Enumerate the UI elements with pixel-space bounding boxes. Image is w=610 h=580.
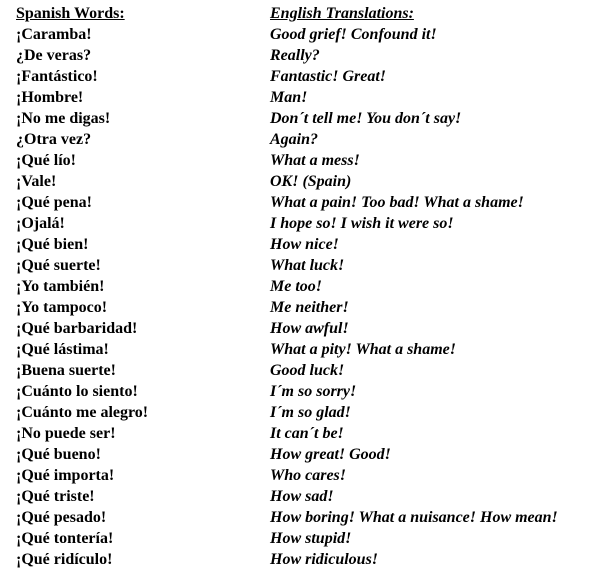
spanish-phrase: ¡Yo tampoco! (16, 299, 108, 316)
english-translation: OK! (Spain) (270, 173, 352, 190)
spanish-phrase: ¡Qué importa! (16, 467, 115, 484)
spanish-phrase: ¡Fantástico! (16, 68, 98, 85)
spanish-phrase: ¡Vale! (16, 173, 57, 190)
english-translation: What a pain! Too bad! What a shame! (270, 194, 524, 211)
phrase-row (16, 360, 606, 381)
spanish-phrase: ¡Buena suerte! (16, 362, 116, 379)
english-translation: How sad! (270, 488, 334, 505)
english-translation: I hope so! I wish it were so! (270, 215, 454, 232)
spanish-phrase: ¡Yo también! (16, 278, 105, 295)
english-translation: Again? (270, 131, 319, 148)
phrase-row (16, 444, 606, 465)
english-translation: Man! (270, 89, 308, 106)
spanish-phrase: ¡Qué tontería! (16, 530, 114, 547)
spanish-phrase: ¡Caramba! (16, 26, 92, 43)
phrase-row (16, 486, 606, 507)
english-translation: How stupid! (270, 530, 352, 547)
spanish-phrase: ¿De veras? (16, 47, 92, 64)
spanish-phrase: ¡Qué triste! (16, 488, 95, 505)
phrase-row (16, 255, 606, 276)
spanish-header: Spanish Words: (16, 5, 125, 22)
english-translation: Good luck! (270, 362, 345, 379)
spanish-phrase: ¡Qué bueno! (16, 446, 101, 463)
english-translation: Good grief! Confound it! (270, 26, 437, 43)
english-translation: What luck! (270, 257, 345, 274)
phrase-row (16, 318, 606, 339)
phrase-row (16, 150, 606, 171)
spanish-phrase: ¡Qué ridículo! (16, 551, 113, 568)
english-translation: What a pity! What a shame! (270, 341, 456, 358)
phrase-row (16, 339, 606, 360)
phrase-row (16, 528, 606, 549)
spanish-phrase: ¡Qué suerte! (16, 257, 101, 274)
phrase-table (16, 3, 606, 570)
phrase-row (16, 381, 606, 402)
phrase-row (16, 129, 606, 150)
phrase-row (16, 171, 606, 192)
phrase-row (16, 507, 606, 528)
spanish-phrase: ¡Qué lío! (16, 152, 76, 169)
english-translation: Don´t tell me! You don´t say! (270, 110, 462, 127)
phrase-row (16, 402, 606, 423)
english-translation: How boring! What a nuisance! How mean! (270, 509, 558, 526)
phrase-row (16, 465, 606, 486)
english-translation: How nice! (270, 236, 339, 253)
phrase-row (16, 24, 606, 45)
phrase-rows (16, 24, 606, 570)
english-header: English Translations: (270, 5, 414, 22)
english-translation: How great! Good! (270, 446, 391, 463)
english-translation: It can´t be! (270, 425, 344, 442)
phrase-row (16, 66, 606, 87)
spanish-phrase: ¿Otra vez? (16, 131, 92, 148)
spanish-phrase: ¡Cuánto lo siento! (16, 383, 138, 400)
spanish-phrase: ¡Cuánto me alegro! (16, 404, 149, 421)
english-translation: What a mess! (270, 152, 360, 169)
phrase-row (16, 549, 606, 570)
english-translation: I´m so glad! (270, 404, 351, 421)
english-translation: How awful! (270, 320, 349, 337)
english-translation: Me too! (270, 278, 322, 295)
phrase-row (16, 108, 606, 129)
phrase-row (16, 276, 606, 297)
spanish-phrase: ¡Ojalá! (16, 215, 65, 232)
phrase-row (16, 297, 606, 318)
spanish-phrase: ¡Hombre! (16, 89, 84, 106)
phrase-row (16, 213, 606, 234)
spanish-phrase: ¡No me digas! (16, 110, 111, 127)
phrase-row (16, 45, 606, 66)
phrase-row (16, 234, 606, 255)
english-translation: Me neither! (270, 299, 349, 316)
phrase-row (16, 87, 606, 108)
spanish-phrase: ¡Qué pena! (16, 194, 92, 211)
spanish-phrase: ¡Qué lástima! (16, 341, 109, 358)
english-translation: Fantastic! Great! (270, 68, 387, 85)
spanish-phrase: ¡Qué bien! (16, 236, 89, 253)
spanish-phrase: ¡Qué barbaridad! (16, 320, 138, 337)
phrase-row (16, 192, 606, 213)
phrase-row (16, 423, 606, 444)
spanish-phrase: ¡Qué pesado! (16, 509, 107, 526)
english-translation: How ridiculous! (270, 551, 379, 568)
header-row (16, 3, 606, 24)
english-translation: Really? (270, 47, 320, 64)
english-translation: I´m so sorry! (270, 383, 357, 400)
spanish-phrase: ¡No puede ser! (16, 425, 116, 442)
english-translation: Who cares! (270, 467, 347, 484)
